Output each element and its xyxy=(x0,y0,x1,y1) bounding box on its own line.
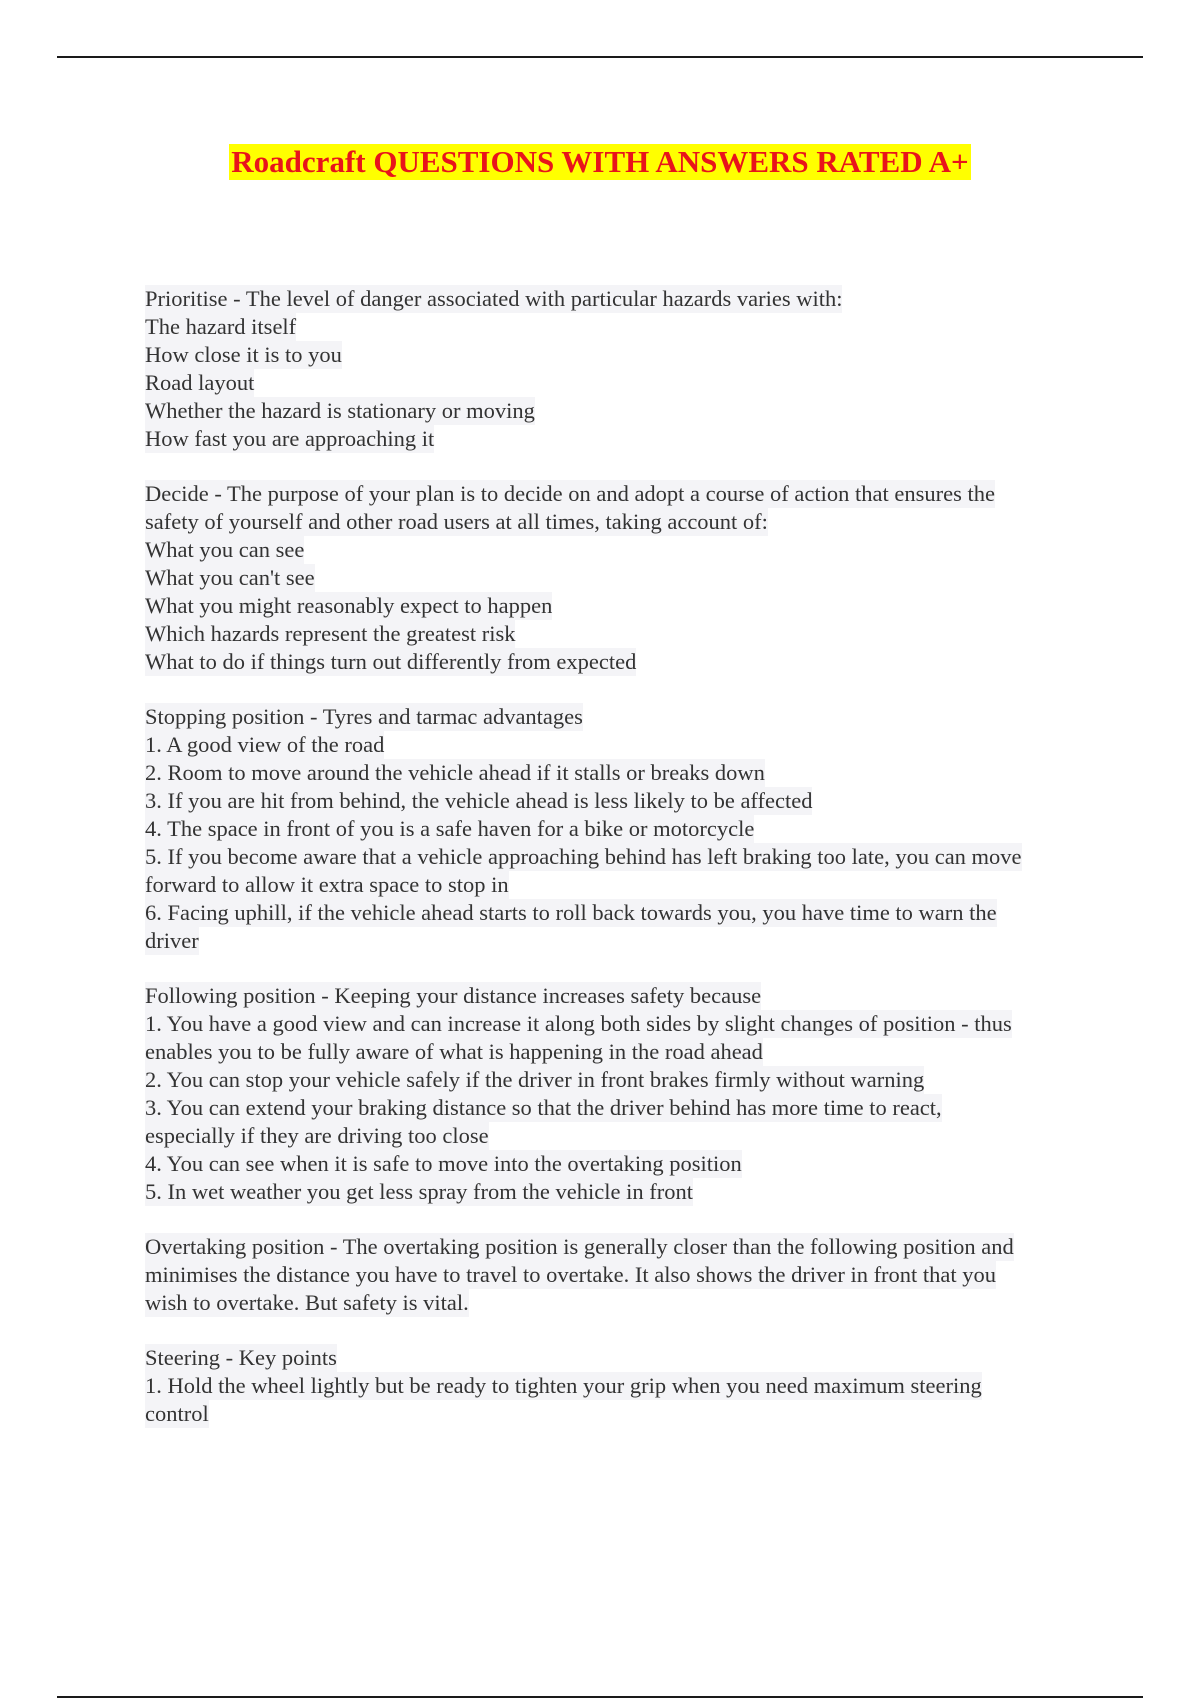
top-rule xyxy=(57,56,1143,58)
text-line: 3. You can extend your braking distance so that the driver behind has more time to react, xyxy=(145,1095,942,1120)
paragraph-block xyxy=(145,982,1095,1206)
text-line: Steering - Key points xyxy=(145,1345,337,1370)
paragraph-block xyxy=(145,1233,1095,1317)
text-line: Which hazards represent the greatest risk xyxy=(145,621,516,646)
text-line: enables you to be fully aware of what is happening in the road ahead xyxy=(145,1039,763,1064)
text-line: What you might reasonably expect to happen xyxy=(145,593,553,618)
paragraph-block xyxy=(145,480,1095,676)
paragraph-block xyxy=(145,703,1095,955)
paragraph-block xyxy=(145,1344,1095,1428)
text-line: Road layout xyxy=(145,370,255,395)
text-line: Stopping position - Tyres and tarmac advantages xyxy=(145,704,583,729)
text-line: 1. Hold the wheel lightly but be ready to tighten your grip when you need maximum steering xyxy=(145,1373,982,1398)
text-line: The hazard itself xyxy=(145,314,297,339)
text-line: 5. If you become aware that a vehicle approaching behind has left braking too late, you can move xyxy=(145,844,1022,869)
document-body xyxy=(145,285,1095,1455)
text-line: Overtaking position - The overtaking position is generally closer than the following position and xyxy=(145,1234,1014,1259)
title-container xyxy=(0,144,1200,180)
text-line: control xyxy=(145,1401,209,1426)
bottom-rule xyxy=(57,1696,1143,1698)
text-line: Following position - Keeping your distance increases safety because xyxy=(145,983,762,1008)
text-line: 2. Room to move around the vehicle ahead if it stalls or breaks down xyxy=(145,760,765,785)
text-line: 4. The space in front of you is a safe haven for a bike or motorcycle xyxy=(145,816,755,841)
text-line: What to do if things turn out differently from expected xyxy=(145,649,637,674)
text-line: forward to allow it extra space to stop in xyxy=(145,872,509,897)
paragraph-block xyxy=(145,285,1095,453)
text-line: 5. In wet weather you get less spray from the vehicle in front xyxy=(145,1179,693,1204)
text-line: wish to overtake. But safety is vital. xyxy=(145,1290,469,1315)
text-line: 6. Facing uphill, if the vehicle ahead starts to roll back towards you, you have time to warn the xyxy=(145,900,997,925)
text-line: 3. If you are hit from behind, the vehicle ahead is less likely to be affected xyxy=(145,788,813,813)
text-line: 1. You have a good view and can increase it along both sides by slight changes of position - thus xyxy=(145,1011,1012,1036)
text-line: 1. A good view of the road xyxy=(145,732,385,757)
text-line: What you can't see xyxy=(145,565,315,590)
text-line: minimises the distance you have to travel to overtake. It also shows the driver in front that you xyxy=(145,1262,997,1287)
text-line: 4. You can see when it is safe to move into the overtaking position xyxy=(145,1151,742,1176)
text-line: How close it is to you xyxy=(145,342,342,367)
text-line: driver xyxy=(145,928,199,953)
text-line: Decide - The purpose of your plan is to decide on and adopt a course of action that ensures the xyxy=(145,481,995,506)
text-line: especially if they are driving too close xyxy=(145,1123,489,1148)
text-line: safety of yourself and other road users at all times, taking account of: xyxy=(145,509,768,534)
text-line: 2. You can stop your vehicle safely if the driver in front brakes firmly without warning xyxy=(145,1067,925,1092)
text-line: Prioritise - The level of danger associated with particular hazards varies with: xyxy=(145,286,843,311)
text-line: What you can see xyxy=(145,537,305,562)
document-title: Roadcraft QUESTIONS WITH ANSWERS RATED A+ xyxy=(231,144,969,179)
text-line: Whether the hazard is stationary or moving xyxy=(145,398,535,423)
text-line: How fast you are approaching it xyxy=(145,426,435,451)
